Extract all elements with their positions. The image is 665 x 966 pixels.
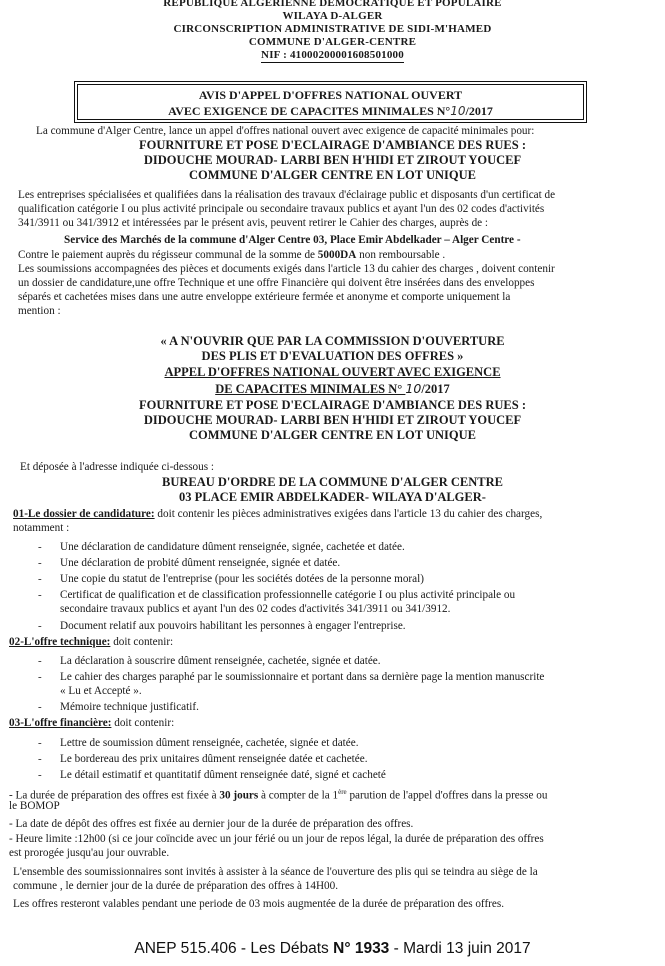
object-line2: DIDOUCHE MOURAD- LARBI BEN H'HIDI ET ZIROUT YOUCEF: [143, 153, 522, 167]
closing-line8: Les offres resteront valables pendant une periode de 03 mois augmentée de la durée de préparation des offres.: [13, 898, 505, 910]
section-1-notamment: notamment :: [13, 522, 70, 534]
para1-line1: Les entreprises spécialisées et qualifiées dans la réalisation des travaux d'éclairage public et disposants d'un certificat de: [18, 189, 556, 201]
title-box: [77, 84, 584, 120]
para1-line8: séparés et cachetées mises dans une autre enveloppe extérieure fermée et anonyme et comporte uniquement la: [18, 291, 511, 303]
object-line3: COMMUNE D'ALGER CENTRE EN LOT UNIQUE: [189, 168, 476, 182]
mention-line1: « A N'OUVRIR QUE PAR LA COMMISSION D'OUVERTURE: [160, 334, 505, 348]
section-2-heading: 02-L'offre technique: doit contenir:: [9, 636, 174, 648]
header-wilaya: WILAYA D-ALGER: [282, 10, 383, 22]
s1-item2: Une déclaration de probité dûment renseignée, signée et datée.: [60, 557, 341, 569]
para1-line2: qualification catégorie I ou plus activité principale ou secondaire travaux publics et ayant l'un des 02 codes d'activités: [18, 203, 545, 215]
object-line1: FOURNITURE ET POSE D'ECLAIRAGE D'AMBIANCE DES RUES :: [139, 138, 526, 152]
closing-line1: - La durée de préparation des offres est fixée à 30 jours à compter de la 1ère parution de l'appel d'offres dans la presse ou: [9, 788, 548, 802]
deposit-office: BUREAU D'ORDRE DE LA COMMUNE D'ALGER CENTRE: [162, 475, 503, 489]
s1-item4a: Certificat de qualification et de classification professionnelle catégorie I ou plus activité principale ou: [60, 589, 516, 601]
para1-line3: 341/3911 ou 341/3912 et intéressées par le présent avis, peuvent retirer le Cahier des charges, auprès de :: [18, 217, 489, 229]
s1-item4b: secondaire travaux publics et ayant l'un des 02 codes d'activités 341/3911 ou 341/3912.: [60, 603, 451, 615]
handwritten-number-2: 10: [405, 381, 422, 396]
document-header: [0, 0, 665, 63]
section-3-heading: 03-L'offre financière: doit contenir:: [9, 717, 175, 729]
handwritten-number: 10: [450, 104, 466, 118]
closing-line3: - La date de dépôt des offres est fixée au dernier jour de la durée de préparation des offres.: [9, 818, 414, 830]
para1-line7: un dossier de candidature,une offre Technique et une offre Financière qui doivent être insérées dans des enveloppes: [18, 277, 535, 289]
mention-line3: APPEL D'OFFRES NATIONAL OUVERT AVEC EXIGENCE: [164, 365, 501, 379]
section-1-heading: 01-Le dossier de candidature: doit contenir les pièces administratives exigées dans l'article 13 du cahier des charges,: [13, 508, 543, 520]
s1-item3: Une copie du statut de l'entreprise (pour les sociétés dotées de la personne moral): [60, 573, 424, 585]
header-nif: NIF : 41000200001608501000: [261, 49, 404, 61]
mention-line6: DIDOUCHE MOURAD- LARBI BEN H'HIDI ET ZIROUT YOUCEF: [143, 413, 522, 427]
title-line2: AVEC EXIGENCE DE CAPACITES MINIMALES N°10/2017: [168, 104, 493, 118]
mention-line2: DES PLIS ET D'EVALUATION DES OFFRES »: [201, 349, 464, 363]
closing-line6: L'ensemble des soumissionnaires sont invités à assister à la séance de l'ouverture des plis qui se teindra au siège de la: [13, 866, 538, 878]
closing-line5: est prorogée jusqu'au jour ouvrable.: [9, 847, 170, 859]
fee-amount: 5000DA: [317, 249, 357, 261]
mention-line4: DE CAPACITES MINIMALES N° 10/2017: [215, 381, 450, 396]
intro-text: La commune d'Alger Centre, lance un appel d'offres national ouvert avec exigence de capacité minimales pour:: [36, 125, 535, 137]
header-republic: REPUBLIQUE ALGERIENNE DEMOCRATIQUE ET POPULAIRE: [163, 0, 502, 9]
para1-line9: mention :: [18, 305, 61, 317]
s3-item1: Lettre de soumission dûment renseignée, cachetée, signée et datée.: [60, 737, 359, 749]
para1-line5: Contre le paiement auprès du régisseur communal de la somme de 5000DA non remboursable .: [18, 249, 446, 261]
s1-item5: Document relatif aux pouvoirs habilitant les personnes à engager l'entreprise.: [60, 620, 406, 632]
closing-line2: le BOMOP: [9, 800, 60, 812]
s2-item1: La déclaration à souscrire dûment renseignée, cachetée, signée et datée.: [60, 655, 381, 667]
deposit-address: 03 PLACE EMIR ABDELKADER- WILAYA D'ALGER-: [179, 490, 486, 504]
s2-item3: Mémoire technique justificatif.: [60, 701, 199, 713]
deposit-intro: Et déposée à l'adresse indiquée ci-dessous :: [20, 461, 215, 473]
duration-days: 30 jours: [219, 789, 259, 802]
s1-item1: Une déclaration de candidature dûment renseignée, signée, cachetée et datée.: [60, 541, 405, 553]
s2-item2b: « Lu et Accepté ».: [60, 685, 142, 697]
publication-footer: ANEP 515.406 - Les Débats N° 1933 - Mardi 13 juin 2017: [134, 940, 531, 957]
header-circonscription: CIRCONSCRIPTION ADMINISTRATIVE DE SIDI-M'HAMED: [173, 23, 492, 35]
issue-number: N° 1933: [333, 940, 390, 957]
para1-line6: Les soumissions accompagnées des pièces et documents exigés dans l'article 13 du cahier des charges , doivent contenir: [18, 263, 555, 275]
s3-item2: Le bordereau des prix unitaires dûment renseignée datée et cachetée.: [60, 753, 368, 765]
service-address: Service des Marchés de la commune d'Alger Centre 03, Place Emir Abdelkader – Alger Centre -: [64, 234, 521, 246]
tender-notice-page: REPUBLIQUE ALGERIENNE DEMOCRATIQUE ET POPULAIRE WILAYA D-ALGER CIRCONSCRIPTION ADMINISTRATIVE DE SIDI-M'HAMED COMMUNE D'ALGER-CENTRE NIF : 41000200001608501000 AVIS D'APPEL D'OFFRES NATIONAL OUVERT AVEC EXIGENCE DE CAPACITES MINIMALES N°10/2017 La commune d'Alger Centre, lance un appel d'offres national ouvert avec exigence de capacité minimales pour: FOURNITURE ET POSE D'ECLAIRAGE D'AMBIANCE DES RUES : DIDOUCHE MOURAD- LARBI BEN H'HIDI ET ZIROUT YOUCEF COMMUNE D'ALGER CENTRE EN LOT UNIQUE Les entreprises spécialisées et qualifiées dans la réalisation des travaux d'éclairage public et disposants d'un certificat de qualification catégorie I ou plus activité principale ou secondaire travaux publics et ayant l'un des 02 codes d'activités 341/3911 ou 341/3912 et intéressées par le présent avis, peuvent retirer le Cahier des charges, auprès de : Service des Marchés de la commune d'Alger Centre 03, Place Emir Abdelkader – Alger Centre - Contre le paiement auprès du régisseur communal de la somme de 5000DA non remboursable . Les soumissions accompagnées des pièces et documents exigés dans l'article 13 du cahier des charges , doivent contenir un dossier de candidature,une offre Technique et une offre Financière qui doivent être insérées dans des enveloppes séparés et cachetées mises dans une autre enveloppe extérieure fermée et anonyme et comporte uniquement la mention : « A N'OUVRIR QUE PAR LA COMMISSION D'OUVERTURE DES PLIS ET D'EVALUATION DES OFFRES » APPEL D'OFFRES NATIONAL OUVERT AVEC EXIGENCE DE CAPACITES MINIMALES N° 10/2017 FOURNITURE ET POSE D'ECLAIRAGE D'AMBIANCE DES RUES : DIDOUCHE MOURAD- LARBI BEN H'HIDI ET ZIROUT YOUCEF COMMUNE D'ALGER CENTRE EN LOT UNIQUE Et déposée à l'adresse indiquée ci-dessous : BUREAU D'ORDRE DE LA COMMUNE D'ALGER CENTRE 03 PLACE EMIR ABDELKADER- WILAYA D'ALGER- 01-Le dossier de candidature: doit contenir les pièces administratives exigées dans l'article 13 du cahier des charges, notamment : - Une déclaration de candidature dûment renseignée, signée, cachetée et datée. - Une déclaration de probité dûment renseignée, signée et datée. - Une copie du statut de l'entreprise (pour les sociétés dotées de la personne moral) - Certificat de qualification et de classification professionnelle catégorie I ou plus activité principale ou secondaire travaux publics et ayant l'un des 02 codes d'activités 341/3911 ou 341/3912. - Document relatif aux pouvoirs habilitant les personnes à engager l'entreprise. 02-L'offre technique: doit contenir: - La déclaration à souscrire dûment renseignée, cachetée, signée et datée. - Le cahier des charges paraphé par le soumissionnaire et portant dans sa dernière page la mention manuscrite « Lu et Accepté ». - Mémoire technique justificatif. 03-L'offre financière: doit contenir: - Lettre de soumission dûment renseignée, cachetée, signée et datée. - Le bordereau des prix unitaires dûment renseignée datée et cachetée. - Le détail estimatif et quantitatif dûment renseignée daté, signé et cacheté - La durée de préparation des offres est fixée à 30 jours à compter de la 1ère parution de l'appel d'offres dans la presse ou le BOMOP - La date de dépôt des offres est fixée au dernier jour de la durée de préparation des offres. - Heure limite :12h00 (si ce jour coïncide avec un jour férié ou un jour de repos légal, la durée de préparation des offres est prorogée jusqu'au jour ouvrable. L'ensemble des soumissionnaires sont invités à assister à la séance de l'ouverture des plis qui se teindra au siège de la commune , le dernier jour de la durée de préparation des offres à 14H00. Les offres resteront valables pendant une periode de 03 mois augmentée de la durée de préparation des offres. ANEP 515.406 - Les Débats N° 1933 - Mardi 13 juin 2017: [0, 0, 665, 966]
mention-line5: FOURNITURE ET POSE D'ECLAIRAGE D'AMBIANCE DES RUES :: [139, 398, 526, 412]
s2-item2a: Le cahier des charges paraphé par le soumissionnaire et portant dans sa dernière page la mention manuscrite: [60, 671, 545, 683]
s3-item3: Le détail estimatif et quantitatif dûment renseignée daté, signé et cacheté: [60, 769, 386, 781]
closing-line7: commune , le dernier jour de la durée de préparation des offres à 14H00.: [13, 880, 339, 892]
mention-line7: COMMUNE D'ALGER CENTRE EN LOT UNIQUE: [189, 428, 476, 442]
title-line1: AVIS D'APPEL D'OFFRES NATIONAL OUVERT: [198, 88, 463, 102]
header-commune: COMMUNE D'ALGER-CENTRE: [248, 36, 417, 48]
closing-line4: - Heure limite :12h00 (si ce jour coïncide avec un jour férié ou un jour de repos légal, la durée de préparation des offres: [9, 833, 544, 845]
